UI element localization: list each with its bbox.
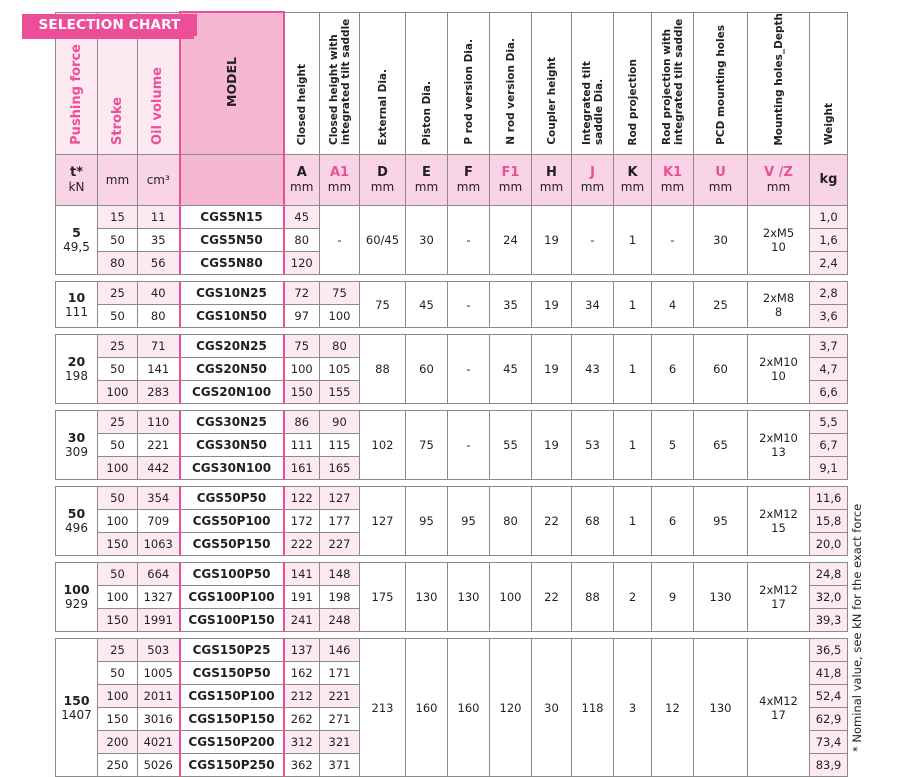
a1-cell: 177 [320,510,360,533]
u-cell: 65 [694,411,748,480]
spacer-cell [56,632,848,639]
group-spacer [56,275,848,282]
force-tons: 100 [63,582,90,598]
unit-U: U mm [694,155,748,206]
weight-cell: 36,5 [810,639,848,662]
a-cell: 162 [284,662,320,685]
a-cell: 191 [284,586,320,609]
mounting-holes: 2xM5 [762,226,795,241]
header-tilt-saddle-dia: Integrated tilt saddle Dia. [572,12,614,155]
table-row [56,563,848,586]
group-spacer [56,480,848,487]
weight-cell: 39,3 [810,609,848,632]
header-stroke: Stroke [98,12,138,155]
e-cell: 95 [406,487,448,556]
oil-cell: 664 [138,563,180,586]
header-closed-height-tilt: Closed height with integrated tilt saddle [320,12,360,155]
a-cell: 222 [284,533,320,556]
model-cell: CGS5N15 [180,206,284,229]
a-cell: 362 [284,754,320,777]
stroke-cell: 50 [98,434,138,457]
model-cell: CGS150P150 [180,708,284,731]
h-cell: 19 [532,411,572,480]
f1-cell: 24 [490,206,532,275]
a-cell: 212 [284,685,320,708]
a-cell: 75 [284,335,320,358]
mounting-depth: 13 [771,445,786,460]
k-cell: 2 [614,563,652,632]
oil-cell: 503 [138,639,180,662]
footnote: * Nominal value, see kN for the exact force [850,503,864,752]
d-cell: 213 [360,639,406,777]
stroke-cell: 50 [98,229,138,252]
weight-cell: 6,6 [810,381,848,404]
e-cell: 160 [406,639,448,777]
oil-cell: 40 [138,282,180,305]
model-cell: CGS20N100 [180,381,284,404]
stroke-cell: 50 [98,358,138,381]
spacer-cell [56,275,848,282]
oil-cell: 71 [138,335,180,358]
oil-cell: 141 [138,358,180,381]
oil-cell: 80 [138,305,180,328]
stroke-cell: 250 [98,754,138,777]
unit-stroke: mm [98,155,138,206]
j-cell: 88 [572,563,614,632]
oil-cell: 5026 [138,754,180,777]
f-cell: - [448,411,490,480]
stroke-cell: 25 [98,639,138,662]
mounting-holes: 2xM8 [762,290,795,305]
weight-cell: 2,4 [810,252,848,275]
weight-cell: 83,9 [810,754,848,777]
header-mounting-holes: Mounting holes_Depth [748,12,810,155]
mounting-holes: 4xM12 [759,693,798,708]
mounting-cell [748,487,810,556]
a1-cell: 100 [320,305,360,328]
force-kn: 929 [65,597,88,612]
j-cell: 34 [572,282,614,328]
oil-cell: 283 [138,381,180,404]
mounting-cell [748,411,810,480]
j-cell: 118 [572,639,614,777]
a-cell: 100 [284,358,320,381]
oil-cell: 2011 [138,685,180,708]
a1-cell: 80 [320,335,360,358]
h-cell: 22 [532,487,572,556]
table-row [56,411,848,434]
f-cell: - [448,282,490,328]
unit-A: A mm [284,155,320,206]
force-tons: 5 [72,225,81,241]
k1-cell: 9 [652,563,694,632]
mounting-cell [748,563,810,632]
selection-chart-table [55,11,848,777]
u-cell: 30 [694,206,748,275]
spacer-cell [56,556,848,563]
tab-underline [22,36,194,39]
table-row [56,206,848,229]
d-cell: 175 [360,563,406,632]
unit-D: D mm [360,155,406,206]
a-cell: 72 [284,282,320,305]
stroke-cell: 150 [98,609,138,632]
force-kn: 1407 [61,707,92,722]
table-row [56,639,848,662]
model-cell: CGS30N100 [180,457,284,480]
oil-cell: 1063 [138,533,180,556]
h-cell: 19 [532,335,572,404]
unit-model [180,155,284,206]
table-row [56,282,848,305]
model-cell: CGS150P100 [180,685,284,708]
mounting-holes: 2xM10 [759,355,798,370]
mounting-holes: 2xM12 [759,583,798,598]
stroke-cell: 150 [98,533,138,556]
f-cell: 130 [448,563,490,632]
d-cell: 60/45 [360,206,406,275]
a-cell: 262 [284,708,320,731]
a-cell: 141 [284,563,320,586]
weight-cell: 6,7 [810,434,848,457]
u-cell: 60 [694,335,748,404]
a1-cell: 90 [320,411,360,434]
model-cell: CGS30N25 [180,411,284,434]
model-cell: CGS5N80 [180,252,284,275]
force-tons: 50 [67,506,86,522]
force-cell [56,487,98,556]
mounting-depth: 17 [771,707,786,722]
weight-cell: 24,8 [810,563,848,586]
a-cell: 312 [284,731,320,754]
unit-F1: F1 mm [490,155,532,206]
u-cell: 95 [694,487,748,556]
weight-cell: 2,8 [810,282,848,305]
a1-cell: 105 [320,358,360,381]
force-tons: 30 [67,430,86,446]
k1-cell: 4 [652,282,694,328]
unit-J: J mm [572,155,614,206]
model-cell: CGS150P25 [180,639,284,662]
oil-cell: 709 [138,510,180,533]
k-cell: 1 [614,282,652,328]
a1-cell: 155 [320,381,360,404]
model-cell: CGS150P50 [180,662,284,685]
k1-cell: 12 [652,639,694,777]
a1-cell: 248 [320,609,360,632]
force-kn: 198 [65,369,88,384]
d-cell: 102 [360,411,406,480]
force-kn: 309 [65,445,88,460]
force-kn: 111 [65,304,88,319]
f1-cell: 80 [490,487,532,556]
weight-cell: 52,4 [810,685,848,708]
weight-cell: 32,0 [810,586,848,609]
stroke-cell: 50 [98,305,138,328]
oil-cell: 110 [138,411,180,434]
model-cell: CGS20N50 [180,358,284,381]
e-cell: 30 [406,206,448,275]
stroke-cell: 80 [98,252,138,275]
a1-cell: 127 [320,487,360,510]
unit-K1: K1 mm [652,155,694,206]
oil-cell: 442 [138,457,180,480]
e-cell: 130 [406,563,448,632]
spacer-cell [56,404,848,411]
mounting-depth: 17 [771,597,786,612]
unit-VZ: V /Z mm [748,155,810,206]
force-cell [56,639,98,777]
unit-force: t* kN [56,155,98,206]
weight-cell: 62,9 [810,708,848,731]
a-cell: 150 [284,381,320,404]
a-cell: 45 [284,206,320,229]
table-row [56,487,848,510]
e-cell: 45 [406,282,448,328]
stroke-cell: 50 [98,563,138,586]
oil-cell: 35 [138,229,180,252]
a1-cell: - [320,206,360,275]
a-cell: 241 [284,609,320,632]
h-cell: 19 [532,206,572,275]
weight-cell: 1,6 [810,229,848,252]
a1-cell: 165 [320,457,360,480]
oil-cell: 1005 [138,662,180,685]
table-row [56,335,848,358]
a-cell: 161 [284,457,320,480]
stroke-cell: 25 [98,411,138,434]
weight-cell: 11,6 [810,487,848,510]
a-cell: 120 [284,252,320,275]
header-oil-volume: Oil volume [138,12,180,155]
h-cell: 22 [532,563,572,632]
model-cell: CGS10N50 [180,305,284,328]
weight-cell: 15,8 [810,510,848,533]
a-cell: 86 [284,411,320,434]
weight-cell: 1,0 [810,206,848,229]
e-cell: 60 [406,335,448,404]
a1-cell: 146 [320,639,360,662]
force-tons: 150 [63,692,90,708]
group-spacer [56,404,848,411]
force-cell [56,282,98,328]
f1-cell: 45 [490,335,532,404]
model-cell: CGS10N25 [180,282,284,305]
k1-cell: 6 [652,487,694,556]
header-external-dia: External Dia. [360,12,406,155]
unit-H: H mm [532,155,572,206]
k-cell: 1 [614,335,652,404]
a-cell: 137 [284,639,320,662]
k1-cell: 5 [652,411,694,480]
force-cell [56,335,98,404]
a1-cell: 227 [320,533,360,556]
model-cell: CGS100P50 [180,563,284,586]
header-pushing-force: Pushing force [56,12,98,155]
j-cell: - [572,206,614,275]
header-closed-height: Closed height [284,12,320,155]
weight-cell: 41,8 [810,662,848,685]
stroke-cell: 150 [98,708,138,731]
header-p-rod-dia: P rod version Dia. [448,12,490,155]
model-cell: CGS100P150 [180,609,284,632]
stroke-cell: 100 [98,510,138,533]
a1-cell: 148 [320,563,360,586]
a1-cell: 198 [320,586,360,609]
f1-cell: 35 [490,282,532,328]
weight-cell: 3,6 [810,305,848,328]
force-cell [56,411,98,480]
model-cell: CGS5N50 [180,229,284,252]
f-cell: 95 [448,487,490,556]
u-cell: 25 [694,282,748,328]
mounting-cell [748,639,810,777]
oil-cell: 11 [138,206,180,229]
a1-cell: 171 [320,662,360,685]
header-n-rod-dia: N rod version Dia. [490,12,532,155]
unit-oil: cm³ [138,155,180,206]
group-spacer [56,632,848,639]
f-cell: 160 [448,639,490,777]
header-coupler-height: Coupler height [532,12,572,155]
model-cell: CGS50P100 [180,510,284,533]
weight-cell: 20,0 [810,533,848,556]
model-cell: CGS50P150 [180,533,284,556]
f1-cell: 120 [490,639,532,777]
k-cell: 1 [614,411,652,480]
group-spacer [56,328,848,335]
weight-cell: 3,7 [810,335,848,358]
oil-cell: 354 [138,487,180,510]
a1-cell: 115 [320,434,360,457]
model-cell: CGS150P200 [180,731,284,754]
d-cell: 127 [360,487,406,556]
oil-cell: 1991 [138,609,180,632]
a-cell: 122 [284,487,320,510]
stroke-cell: 25 [98,335,138,358]
j-cell: 43 [572,335,614,404]
mounting-holes: 2xM12 [759,507,798,522]
force-tons: 20 [67,354,86,370]
group-spacer [56,556,848,563]
spacer-cell [56,328,848,335]
header-rod-projection: Rod projection [614,12,652,155]
force-tons: 10 [67,289,86,305]
weight-cell: 5,5 [810,411,848,434]
a-cell: 80 [284,229,320,252]
a1-cell: 321 [320,731,360,754]
stroke-cell: 100 [98,457,138,480]
stroke-cell: 15 [98,206,138,229]
j-cell: 53 [572,411,614,480]
unit-K: K mm [614,155,652,206]
mounting-depth: 10 [771,240,786,255]
force-cell [56,206,98,275]
f-cell: - [448,206,490,275]
k1-cell: 6 [652,335,694,404]
a1-cell: 75 [320,282,360,305]
stroke-cell: 50 [98,487,138,510]
header-rod-projection-tilt: Rod projection with integrated tilt saddle [652,12,694,155]
h-cell: 19 [532,282,572,328]
unit-F: F mm [448,155,490,206]
stroke-cell: 200 [98,731,138,754]
model-cell: CGS150P250 [180,754,284,777]
mounting-depth: 10 [771,369,786,384]
mounting-depth: 8 [774,304,783,319]
stroke-cell: 100 [98,381,138,404]
a-cell: 111 [284,434,320,457]
a1-cell: 371 [320,754,360,777]
f1-cell: 55 [490,411,532,480]
h-cell: 30 [532,639,572,777]
force-kn: 496 [65,521,88,536]
header-weight: Weight [810,12,848,155]
model-cell: CGS100P100 [180,586,284,609]
a-cell: 97 [284,305,320,328]
force-cell [56,563,98,632]
mounting-cell [748,206,810,275]
k-cell: 3 [614,639,652,777]
table-body [56,206,848,777]
mounting-cell [748,335,810,404]
d-cell: 75 [360,282,406,328]
oil-cell: 3016 [138,708,180,731]
stroke-cell: 100 [98,586,138,609]
a1-cell: 271 [320,708,360,731]
oil-cell: 1327 [138,586,180,609]
model-cell: CGS20N25 [180,335,284,358]
unit-kg: kg [810,155,848,206]
e-cell: 75 [406,411,448,480]
header-piston-dia: Piston Dia. [406,12,448,155]
stroke-cell: 25 [98,282,138,305]
force-kn: 49,5 [63,240,90,255]
spacer-cell [56,480,848,487]
a1-cell: 221 [320,685,360,708]
d-cell: 88 [360,335,406,404]
unit-E: E mm [406,155,448,206]
weight-cell: 4,7 [810,358,848,381]
mounting-depth: 15 [771,521,786,536]
weight-cell: 73,4 [810,731,848,754]
model-cell: CGS50P50 [180,487,284,510]
f-cell: - [448,335,490,404]
k-cell: 1 [614,487,652,556]
unit-A1: A1 mm [320,155,360,206]
k1-cell: - [652,206,694,275]
stroke-cell: 100 [98,685,138,708]
oil-cell: 221 [138,434,180,457]
oil-cell: 56 [138,252,180,275]
selection-chart-tab: SELECTION CHART [22,14,197,36]
weight-cell: 9,1 [810,457,848,480]
u-cell: 130 [694,563,748,632]
mounting-cell [748,282,810,328]
a-cell: 172 [284,510,320,533]
model-cell: CGS30N50 [180,434,284,457]
header-model: MODEL [180,12,284,155]
header-pcd: PCD mounting holes [694,12,748,155]
f1-cell: 100 [490,563,532,632]
mounting-holes: 2xM10 [759,431,798,446]
k-cell: 1 [614,206,652,275]
oil-cell: 4021 [138,731,180,754]
stroke-cell: 50 [98,662,138,685]
u-cell: 130 [694,639,748,777]
j-cell: 68 [572,487,614,556]
